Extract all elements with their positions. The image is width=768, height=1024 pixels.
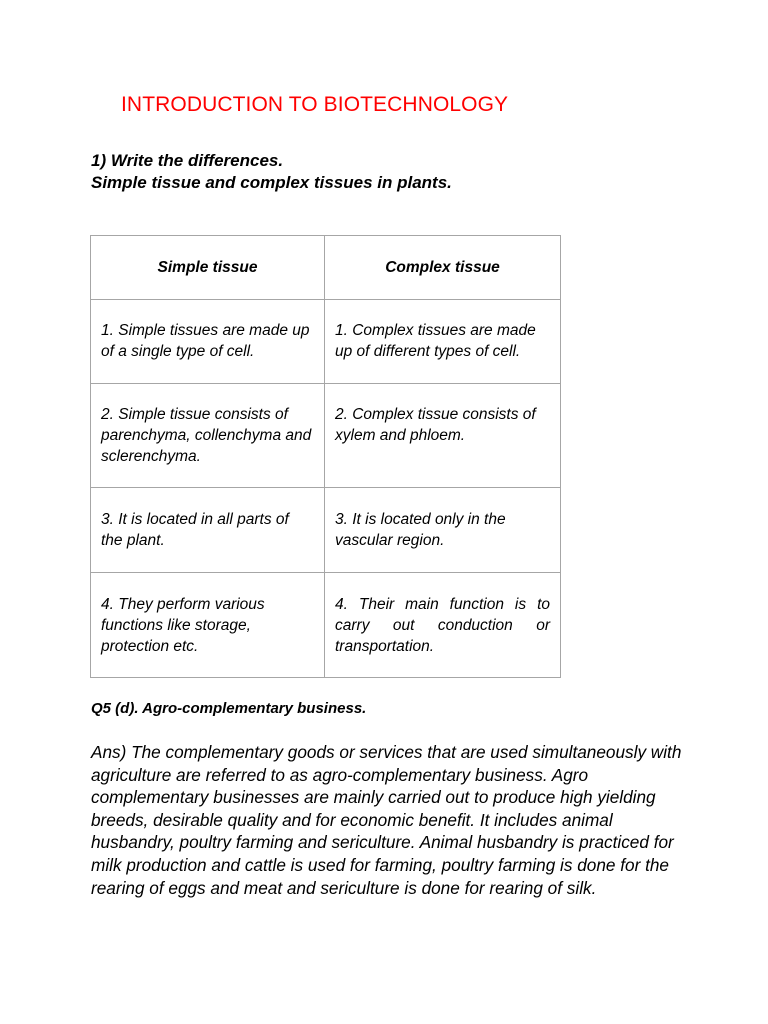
question-1 [91,150,452,194]
table-header-simple: Simple tissue [91,236,325,300]
table-header-complex: Complex tissue [325,236,561,300]
table-cell: 1. Simple tissues are made up of a single type of cell. [91,300,325,384]
table-cell: 4. Their main function is to carry out conduction or transportation. [325,573,561,678]
differences-table [90,235,561,678]
question-1-line-2: Simple tissue and complex tissues in plants. [91,173,452,192]
table-header-row [91,236,561,300]
table-cell: 2. Simple tissue consists of parenchyma, collenchyma and sclerenchyma. [91,384,325,488]
table-cell: 3. It is located in all parts of the plant. [91,488,325,573]
page-title: INTRODUCTION TO BIOTECHNOLOGY [121,93,509,116]
table-row [91,573,561,678]
table-row [91,300,561,384]
table-cell: 2. Complex tissue consists of xylem and phloem. [325,384,561,488]
question-5-heading: Q5 (d). Agro-complementary business. [91,700,367,717]
table-row [91,488,561,573]
table-cell: 4. They perform various functions like storage, protection etc. [91,573,325,678]
table-cell: 3. It is located only in the vascular region. [325,488,561,573]
table-cell: 1. Complex tissues are made up of different types of cell. [325,300,561,384]
table-row [91,384,561,488]
question-1-line-1: 1) Write the differences. [91,151,284,170]
answer-paragraph: Ans) The complementary goods or services that are used simultaneously with agriculture are referred to as agro-complementary business. Agro complementary businesses are mainly carried out to produce high yielding breeds, desirable quality and for economic benefit. It includes animal husbandry, poultry farming and sericulture. Animal husbandry is practiced for milk production and cattle is used for farming, poultry farming is done for the rearing of eggs and meat and sericulture is done for rearing of silk. [91,742,682,898]
